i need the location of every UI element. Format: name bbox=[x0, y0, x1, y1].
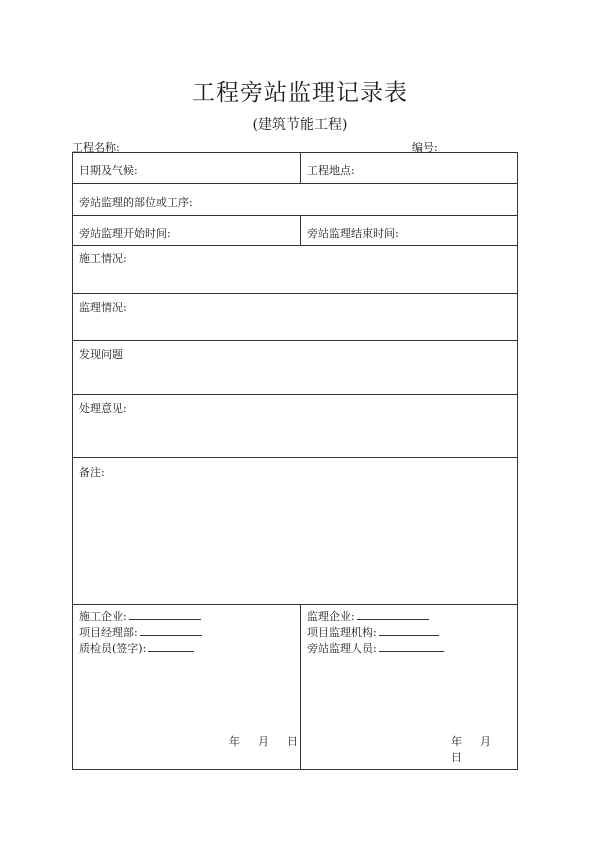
handling-opinion-cell[interactable] bbox=[73, 395, 517, 457]
contractor-line[interactable] bbox=[79, 608, 201, 624]
end-time-label: 旁站监理结束时间: bbox=[307, 227, 399, 240]
project-supervision-org-underline bbox=[379, 624, 439, 636]
location-label: 工程地点: bbox=[307, 164, 355, 177]
row-times bbox=[73, 216, 517, 246]
project-name-label: 工程名称: bbox=[72, 141, 120, 154]
onsite-supervisor-line[interactable] bbox=[307, 640, 444, 656]
start-time-label: 旁站监理开始时间: bbox=[79, 227, 171, 240]
project-manager-dept-underline bbox=[140, 624, 202, 636]
project-manager-dept-line[interactable] bbox=[79, 624, 202, 640]
remarks-label: 备注: bbox=[79, 466, 105, 479]
supervisor-date-year: 年 bbox=[451, 735, 462, 748]
construction-status-label: 施工情况: bbox=[79, 252, 127, 265]
onsite-supervisor-underline bbox=[379, 640, 444, 652]
contractor-date-month: 月 bbox=[258, 735, 269, 748]
supervision-company-line[interactable] bbox=[307, 608, 429, 624]
part-process-cell[interactable] bbox=[73, 184, 517, 215]
problems-found-cell[interactable] bbox=[73, 341, 517, 394]
handling-opinion-label: 处理意见: bbox=[79, 402, 127, 415]
row-date-location bbox=[73, 153, 517, 184]
supervision-status-label: 监理情况: bbox=[79, 301, 127, 314]
supervisor-signature-cell bbox=[301, 605, 519, 769]
supervision-company-underline bbox=[357, 608, 429, 620]
supervisor-date[interactable] bbox=[451, 733, 519, 765]
project-manager-dept-label: 项目经理部: bbox=[79, 626, 138, 639]
row-problems-found bbox=[73, 341, 517, 395]
project-supervision-org-label: 项目监理机构: bbox=[307, 626, 377, 639]
form-title: 工程旁站监理记录表 bbox=[192, 80, 408, 106]
row-supervision-status bbox=[73, 294, 517, 341]
supervisor-date-month: 月 bbox=[480, 735, 491, 748]
date-weather-label: 日期及气候: bbox=[79, 164, 138, 177]
location-cell[interactable] bbox=[301, 153, 519, 183]
row-handling-opinion bbox=[73, 395, 517, 458]
contractor-underline bbox=[129, 608, 201, 620]
contractor-date-day: 日 bbox=[287, 735, 298, 748]
number-label: 编号: bbox=[412, 141, 438, 154]
row-signatures bbox=[73, 605, 517, 769]
quality-inspector-line[interactable] bbox=[79, 640, 194, 656]
contractor-date[interactable] bbox=[229, 733, 298, 749]
supervision-status-cell[interactable] bbox=[73, 294, 517, 340]
date-weather-cell[interactable] bbox=[73, 153, 301, 183]
form-subtitle: (建筑节能工程) bbox=[252, 117, 348, 133]
onsite-supervisor-label: 旁站监理人员: bbox=[307, 642, 377, 655]
end-time-cell[interactable] bbox=[301, 216, 519, 245]
quality-inspector-underline bbox=[148, 640, 194, 652]
contractor-label: 施工企业: bbox=[79, 610, 127, 623]
supervision-record-table bbox=[72, 152, 518, 770]
part-process-label: 旁站监理的部位或工序: bbox=[79, 196, 193, 209]
remarks-cell[interactable] bbox=[73, 458, 517, 604]
contractor-date-year: 年 bbox=[229, 735, 240, 748]
row-remarks bbox=[73, 458, 517, 605]
row-construction-status bbox=[73, 246, 517, 294]
row-part-process bbox=[73, 184, 517, 216]
supervisor-date-day: 日 bbox=[451, 751, 462, 764]
supervision-company-label: 监理企业: bbox=[307, 610, 355, 623]
contractor-signature-cell bbox=[73, 605, 301, 769]
problems-found-label: 发现问题 bbox=[79, 348, 123, 361]
start-time-cell[interactable] bbox=[73, 216, 301, 245]
project-supervision-org-line[interactable] bbox=[307, 624, 439, 640]
quality-inspector-label: 质检员(签字): bbox=[79, 642, 147, 655]
construction-status-cell[interactable] bbox=[73, 246, 517, 293]
